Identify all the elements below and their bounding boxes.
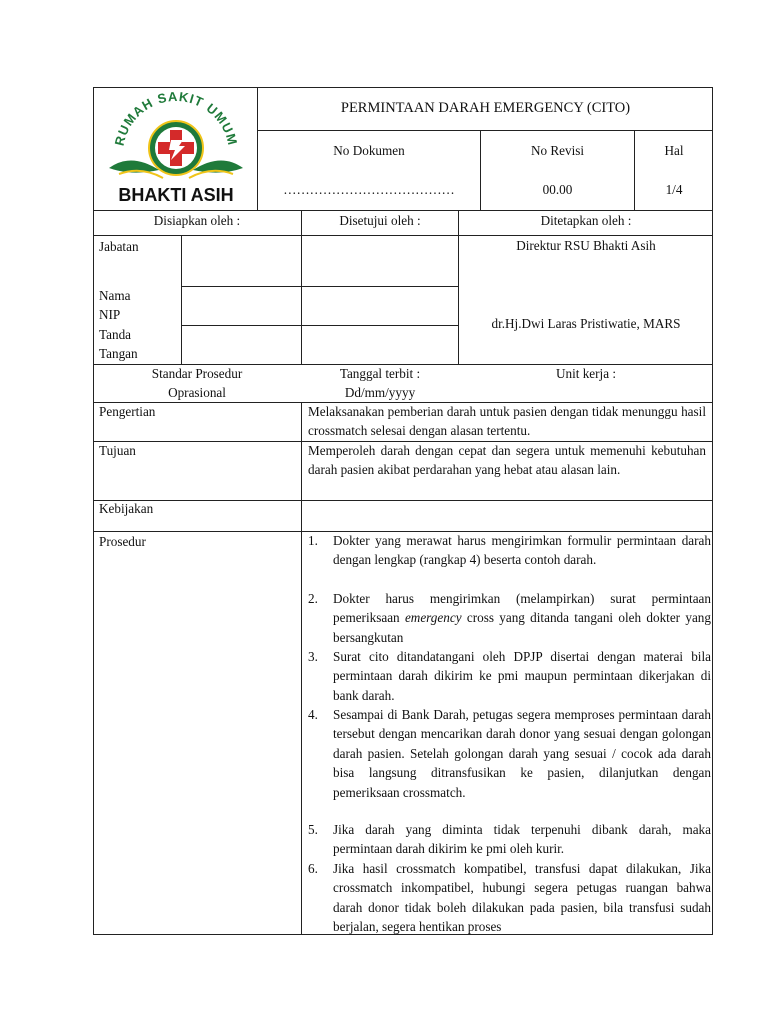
list-item: 4. Sesampai di Bank Darah, petugas segera memproses permintaan darah tersebut dengan mencarikan darah donor yang sesuai dengan golongan darah pasien. Setelah golongan darah yang sesuai / cocok ada darah bisa langsung ditransfusikan ke pasien, dilanjutkan dengan pemeriksaan crossmatch.	[308, 707, 711, 800]
sop-label-line2: Oprasional	[168, 385, 226, 400]
pengertian-text: Melaksanakan pemberian darah untuk pasien dengan tidak menunggu hasil crossmatch selesai dengan alasan tertentu.	[308, 404, 706, 438]
sop-document	[93, 87, 713, 935]
tanda-label: Tanda	[99, 327, 132, 342]
issue-date-label: Tanggal terbit :	[339, 366, 421, 381]
list-item: 5. Jika darah yang diminta tidak terpenuhi dibank darah, maka permintaan darah dikirim ke pmi oleh kurir.	[308, 822, 711, 857]
revision-value: 00.00	[542, 182, 573, 197]
page-label: Hal	[664, 143, 684, 158]
work-unit-label: Unit kerja :	[555, 366, 617, 381]
tangan-label: Tangan	[99, 346, 138, 361]
page-value: 1/4	[665, 182, 683, 197]
tujuan-text: Memperoleh darah dengan cepat dan segera untuk memenuhi kebutuhan darah pasien akibat perdarahan yang hebat atau alasan lain.	[308, 443, 706, 477]
tujuan-label: Tujuan	[99, 443, 136, 458]
approved-by-label: Disetujui oleh :	[339, 213, 421, 228]
director-name: dr.Hj.Dwi Laras Pristiwatie, MARS	[491, 316, 681, 331]
hospital-logo	[101, 90, 251, 208]
prosedur-label: Prosedur	[99, 534, 146, 549]
list-item: 6. Jika hasil crossmatch kompatibel, transfusi dapat dilakukan, Jika crossmatch inkompatibel, hubungi segera petugas ruangan bahwa darah donor tidak boleh dilakukan pada pasien, bila transfusi sudah berjalan, segera hentikan proses	[308, 861, 711, 935]
nama-label: Nama	[99, 288, 131, 303]
revision-label: No Revisi	[530, 143, 585, 158]
kebijakan-label: Kebijakan	[99, 501, 154, 516]
nip-label: NIP	[99, 307, 121, 322]
jabatan-label: Jabatan	[99, 239, 139, 254]
doc-number-label: No Dokumen	[333, 143, 405, 158]
doc-number-value: …………………………………	[283, 182, 455, 197]
prepared-by-label: Disiapkan oleh :	[153, 213, 241, 228]
pengertian-label: Pengertian	[99, 404, 156, 419]
list-item: 2. Dokter harus mengirimkan (melampirkan) surat permintaan pemeriksaan emergency cross yang ditanda tangani oleh dokter yang bersangkutan	[308, 591, 711, 645]
logo-arc-text: RUMAH SAKIT UMUM	[111, 90, 241, 148]
logo-name: BHAKTI ASIH	[118, 185, 234, 205]
prosedur-list	[301, 87, 713, 935]
list-item: 3. Surat cito ditandatangani oleh DPJP disertai dengan materai bila permintaan darah dikirim ke pmi maupun permintaan dikerjakan di bank darah.	[308, 649, 711, 703]
sop-label-line1: Standar Prosedur	[151, 366, 243, 381]
established-by-label: Ditetapkan oleh :	[540, 213, 632, 228]
list-item: 1. Dokter yang merawat harus mengirimkan formulir permintaan darah dengan lengkap (rangkap 4) beserta contoh darah.	[308, 533, 711, 568]
document-title: PERMINTAAN DARAH EMERGENCY (CITO)	[340, 100, 631, 116]
issue-date-value: Dd/mm/yyyy	[344, 385, 416, 400]
director-title: Direktur RSU Bhakti Asih	[516, 238, 656, 253]
